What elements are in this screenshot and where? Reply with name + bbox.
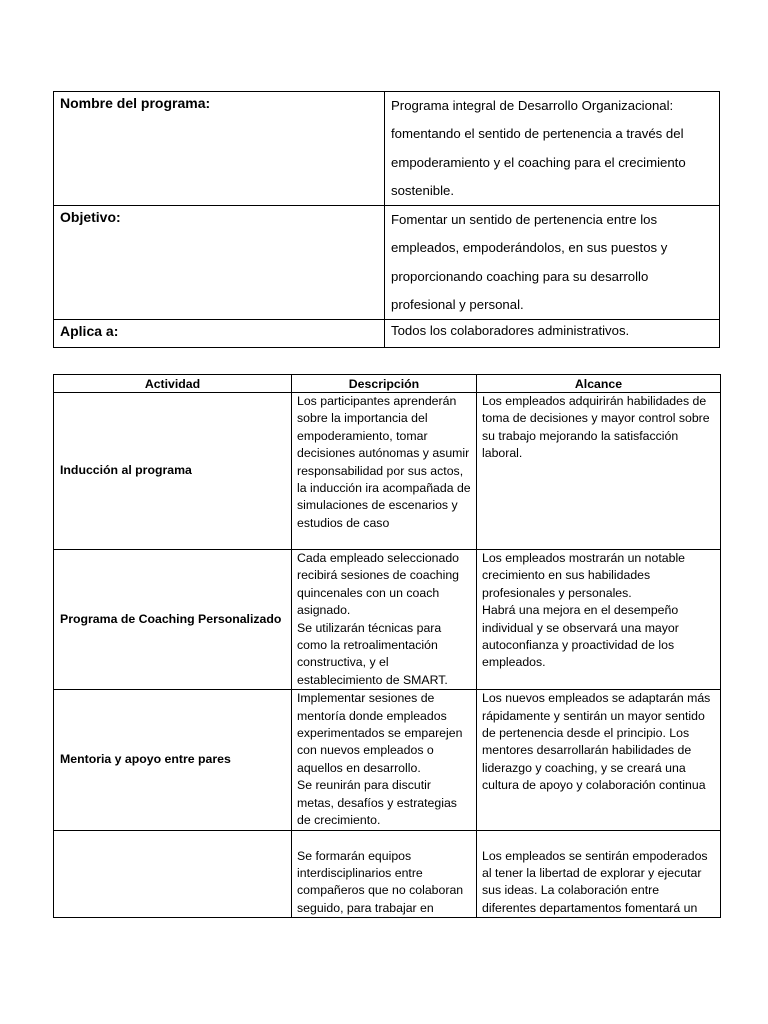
applies-row: [54, 320, 720, 348]
applies-label: Aplica a:: [54, 320, 385, 348]
table-row: [54, 550, 721, 690]
activity-description: Cada empleado seleccionado recibirá sesiones de coaching quincenales con un coach asignado. Se utilizarán técnicas para como la retroalimentación constructiva, y el establecimiento de SMART.: [292, 550, 477, 690]
objective-label: Objetivo:: [54, 206, 385, 320]
table-row: [54, 690, 721, 830]
header-description: Descripción: [292, 375, 477, 393]
table-row: [54, 830, 721, 925]
applies-value: Todos los colaboradores administrativos.: [385, 320, 720, 348]
activity-name: [54, 830, 292, 925]
activities-table: [53, 374, 721, 926]
table-row: [54, 393, 721, 550]
activities-header-row: [54, 375, 721, 393]
activity-description: Los participantes aprenderán sobre la importancia del empoderamiento, tomar decisiones autónomas y asumir responsabilidad por sus actos, la inducción ira acompañada de simulaciones de escenarios y estudios de caso: [292, 393, 477, 550]
activity-scope: Los empleados adquirirán habilidades de toma de decisiones y mayor control sobre su trabajo mejorando la satisfacción laboral.: [477, 393, 721, 550]
page-bottom-margin: [0, 918, 768, 1024]
activity-name: Inducción al programa: [54, 393, 292, 550]
activity-scope: Los empleados se sentirán empoderados al tener la libertad de explorar y ejecutar sus ideas. La colaboración entre diferentes departamentos fomentará un: [477, 830, 721, 925]
program-name-value: Programa integral de Desarrollo Organizacional: fomentando el sentido de pertenencia a través del empoderamiento y el coaching para el crecimiento sostenible.: [385, 92, 720, 206]
activity-description: Se formarán equipos interdisciplinarios entre compañeros que no colaboran seguido, para trabajar en: [292, 830, 477, 925]
activity-scope: Los empleados mostrarán un notable crecimiento en sus habilidades profesionales y personales. Habrá una mejora en el desempeño individual y se observará una mayor autoconfianza y proactividad de los empleados.: [477, 550, 721, 690]
header-activity: Actividad: [54, 375, 292, 393]
header-scope: Alcance: [477, 375, 721, 393]
program-name-label: Nombre del programa:: [54, 92, 385, 206]
objective-row: [54, 206, 720, 320]
table-bottom-border: [53, 917, 721, 918]
activity-scope: Los nuevos empleados se adaptarán más rápidamente y sentirán un mayor sentido de pertenencia desde el principio. Los mentores desarrollarán habilidades de liderazgo y coaching, y se creará una cultura de apoyo y colaboración continua: [477, 690, 721, 830]
activity-name: Mentoria y apoyo entre pares: [54, 690, 292, 830]
program-name-row: [54, 92, 720, 206]
objective-value: Fomentar un sentido de pertenencia entre los empleados, empoderándolos, en sus puestos y proporcionando coaching para su desarrollo profesional y personal.: [385, 206, 720, 320]
activity-name: Programa de Coaching Personalizado: [54, 550, 292, 690]
activity-description: Implementar sesiones de mentoría donde empleados experimentados se emparejen con nuevos empleados o aquellos en desarrollo. Se reunirán para discutir metas, desafíos y estrategias de crecimiento.: [292, 690, 477, 830]
program-info-table: [53, 91, 720, 348]
